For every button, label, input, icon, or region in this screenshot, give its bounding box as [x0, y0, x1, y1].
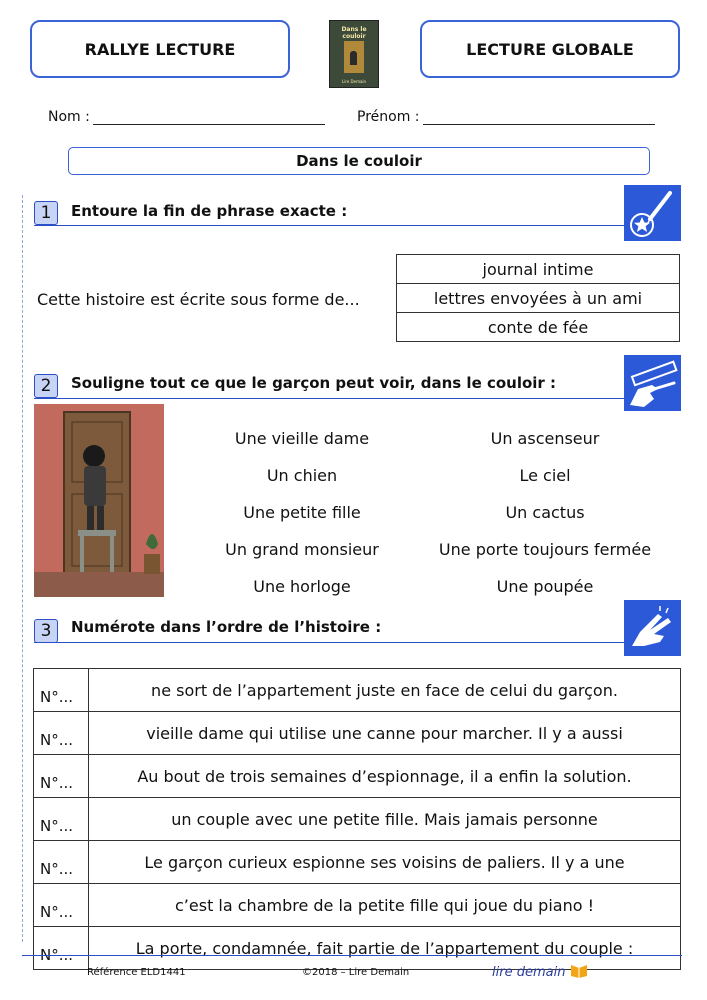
number-cell[interactable] — [34, 798, 89, 841]
section-1-number-text: 1 — [40, 203, 52, 223]
lecture-globale-text: LECTURE GLOBALE — [466, 39, 634, 59]
number-label: N°... — [40, 688, 74, 706]
number-label: N°... — [40, 903, 74, 921]
number-cell[interactable] — [34, 755, 89, 798]
choice-table — [396, 254, 680, 342]
brand-logo — [492, 962, 588, 980]
number-cell[interactable] — [34, 884, 89, 927]
lecture-globale-label — [420, 20, 680, 78]
hand-counting-icon-svg — [624, 600, 681, 656]
sentence-cell: La porte, condamnée, fait partie de l’appartement du couple : — [89, 927, 681, 970]
table-row — [34, 712, 681, 755]
sentence-cell: ne sort de l’appartement juste en face de celui du garçon. — [89, 669, 681, 712]
footer-reference: Référence ELD1441 — [87, 967, 186, 978]
nom-label: Nom : — [48, 109, 90, 125]
section-2-rule — [34, 398, 624, 399]
book-cover-footer: Lire Demain — [341, 79, 367, 84]
table-row — [34, 669, 681, 712]
table-row — [34, 798, 681, 841]
list-item[interactable]: Une petite fille — [243, 503, 361, 522]
choice-cell[interactable] — [397, 313, 680, 342]
sentence-cell: Au bout de trois semaines d’espionnage, il a enfin la solution. — [89, 755, 681, 798]
story-title — [68, 147, 650, 175]
brand-text: lire demain — [492, 965, 566, 980]
list-item[interactable]: Une porte toujours fermée — [438, 540, 652, 559]
prenom-label: Prénom : — [357, 109, 420, 125]
section-1-title: Entoure la fin de phrase exacte : — [71, 202, 348, 220]
number-cell[interactable] — [34, 712, 89, 755]
section-3-rule — [34, 642, 624, 643]
cover-boy — [350, 51, 357, 65]
choice-cell[interactable] — [397, 255, 680, 284]
section-1-rule — [34, 225, 624, 226]
list-item[interactable]: Un chien — [266, 466, 338, 485]
nom-line[interactable] — [93, 108, 325, 125]
number-label: N°... — [40, 946, 74, 964]
number-label: N°... — [40, 860, 74, 878]
section-3-number-text: 3 — [40, 621, 52, 641]
number-label: N°... — [40, 774, 74, 792]
book-cover-image — [329, 20, 379, 88]
number-label: N°... — [40, 731, 74, 749]
hand-counting-icon — [624, 600, 681, 656]
margin-dotted-line — [22, 195, 23, 942]
right-items-list — [420, 420, 670, 605]
table-row — [34, 755, 681, 798]
footer-copyright: ©2018 – Lire Demain — [302, 967, 410, 978]
hand-ruler-icon-svg — [624, 355, 681, 411]
table-row — [34, 841, 681, 884]
pen-star-icon — [624, 185, 681, 241]
prenom-field[interactable] — [357, 108, 655, 125]
sentence-cell: c’est la chambre de la petite fille qui joue du piano ! — [89, 884, 681, 927]
sentence-cell: vieille dame qui utilise une canne pour marcher. Il y a aussi — [89, 712, 681, 755]
list-item[interactable]: Une vieille dame — [234, 429, 370, 448]
list-item[interactable]: Le ciel — [519, 466, 571, 485]
list-item[interactable]: Une poupée — [496, 577, 594, 596]
hand-ruler-icon — [624, 355, 681, 411]
section-3-number — [34, 619, 58, 643]
number-label: N°... — [40, 817, 74, 835]
boy-at-door-svg — [34, 404, 164, 597]
list-item[interactable]: Un cactus — [505, 503, 585, 522]
section-1-question: Cette histoire est écrite sous forme de... — [37, 290, 360, 309]
choice-cell[interactable] — [397, 284, 680, 313]
story-title-text: Dans le couloir — [296, 152, 422, 170]
sentence-cell: un couple avec une petite fille. Mais jamais personne — [89, 798, 681, 841]
book-cover-title: Dans le couloir — [341, 26, 367, 40]
order-table — [33, 668, 681, 970]
section-2-title: Souligne tout ce que le garçon peut voir, dans le couloir : — [71, 374, 557, 392]
section-1-number — [34, 201, 58, 225]
table-row — [34, 884, 681, 927]
sentence-cell: Le garçon curieux espionne ses voisins de paliers. Il y a une — [89, 841, 681, 884]
nom-field[interactable] — [48, 108, 325, 125]
prenom-line[interactable] — [423, 108, 655, 125]
section-2-number — [34, 374, 58, 398]
book-logo-icon — [570, 962, 588, 978]
boy-at-door-illustration — [34, 404, 164, 597]
choice-text: conte de fée — [487, 317, 589, 337]
list-item[interactable]: Un ascenseur — [490, 429, 600, 448]
choice-text: journal intime — [482, 259, 594, 279]
number-cell[interactable] — [34, 669, 89, 712]
footer-rule — [22, 955, 682, 956]
section-3-title: Numérote dans l’ordre de l’histoire : — [71, 618, 382, 636]
section-2-number-text: 2 — [40, 376, 52, 396]
list-item[interactable]: Une horloge — [253, 577, 351, 596]
choice-text: lettres envoyées à un ami — [433, 288, 643, 308]
left-items-list — [202, 420, 402, 605]
rallye-lecture-label — [30, 20, 290, 78]
number-cell[interactable] — [34, 841, 89, 884]
pen-star-icon-svg — [624, 185, 681, 241]
rallye-lecture-text: RALLYE LECTURE — [84, 39, 236, 59]
list-item[interactable]: Un grand monsieur — [225, 540, 379, 559]
number-cell[interactable] — [34, 927, 89, 970]
